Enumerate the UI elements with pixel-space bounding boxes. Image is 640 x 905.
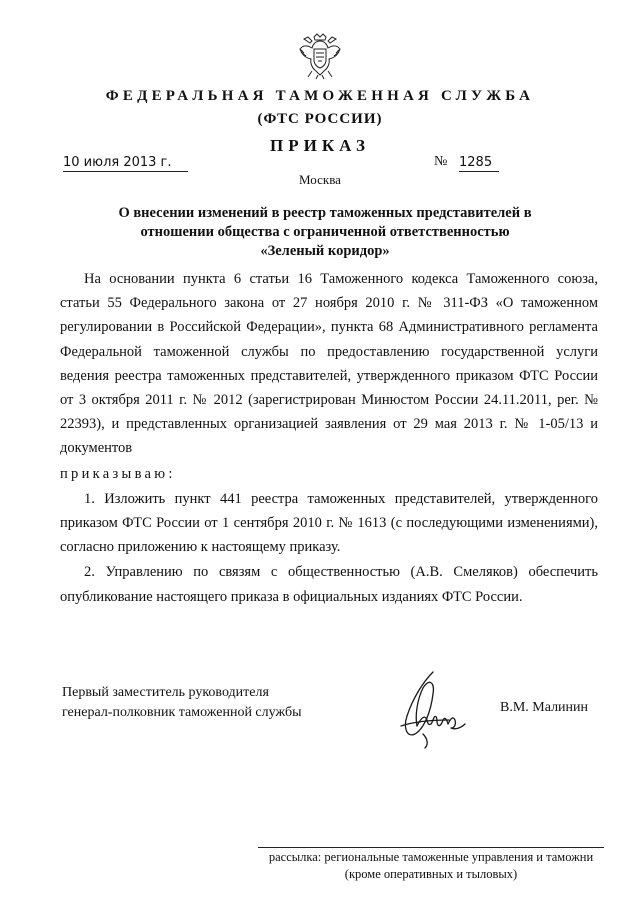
order-date: 10 июля 2013 г. bbox=[63, 155, 188, 172]
order-number: 1285 bbox=[459, 155, 499, 172]
agency-name: ФЕДЕРАЛЬНАЯ ТАМОЖЕННАЯ СЛУЖБА bbox=[105, 88, 535, 104]
signer-name: В.М. Малинин bbox=[500, 700, 589, 715]
order-item-1: 1. Изложить пункт 441 реестра таможенных представителей, утвержденного приказом ФТС России от 1 сентября 2010 г. № 1613 (с последующими изменениями), согласно приложению к настоящему приказу. bbox=[60, 490, 598, 556]
order-title: ПРИКАЗ bbox=[270, 136, 370, 155]
signer-position-line-1: Первый заместитель руководителя bbox=[62, 685, 269, 700]
order-word-text: приказываю: bbox=[60, 465, 176, 482]
order-item-2: 2. Управлению по связям с общественностью (А.В. Смеляков) обеспечить опубликование настоящего приказа в официальных изданиях ФТС России. bbox=[60, 564, 598, 605]
handwritten-signature bbox=[393, 668, 471, 752]
coat-of-arms-emblem bbox=[298, 31, 342, 81]
document-title-line-1: О внесении изменений в реестр таможенных представителей в bbox=[118, 205, 532, 221]
document-body bbox=[60, 267, 598, 609]
city: Москва bbox=[299, 172, 341, 187]
document-title bbox=[90, 204, 560, 261]
order-number-label: № bbox=[434, 154, 448, 169]
signer-position bbox=[62, 683, 301, 723]
distribution-list bbox=[258, 849, 604, 883]
document-title-line-2: отношении общества с ограниченной ответственностью bbox=[140, 224, 510, 240]
agency-abbreviation: (ФТС РОССИИ) bbox=[257, 111, 383, 127]
distribution-divider bbox=[258, 847, 604, 848]
signer-position-line-2: генерал-полковник таможенной службы bbox=[62, 705, 302, 720]
distribution-line-2: (кроме оперативных и тыловых) bbox=[344, 867, 518, 881]
distribution-line-1: рассылка: региональные таможенные управления и таможни bbox=[268, 850, 594, 864]
document-title-line-3: «Зеленый коридор» bbox=[260, 243, 390, 259]
preamble-paragraph: На основании пункта 6 статьи 16 Таможенного кодекса Таможенного союза, статьи 55 Федерального закона от 27 ноября 2010 г. № 311-ФЗ «О таможенном регулировании в Российской Федерации», пункта 68 Административного регламента Федеральной таможенной службы по предоставлению государственной услуги ведения реестра таможенных представителей, утвержденного приказом ФТС России от 3 октября 2011 г. № 2012 (зарегистрирован Минюстом России 24.11.2011, рег. № 22393), и представленных организацией заявления от 29 мая 2013 г. № 1-05/13 и документов bbox=[60, 271, 598, 457]
order-word bbox=[60, 462, 598, 486]
